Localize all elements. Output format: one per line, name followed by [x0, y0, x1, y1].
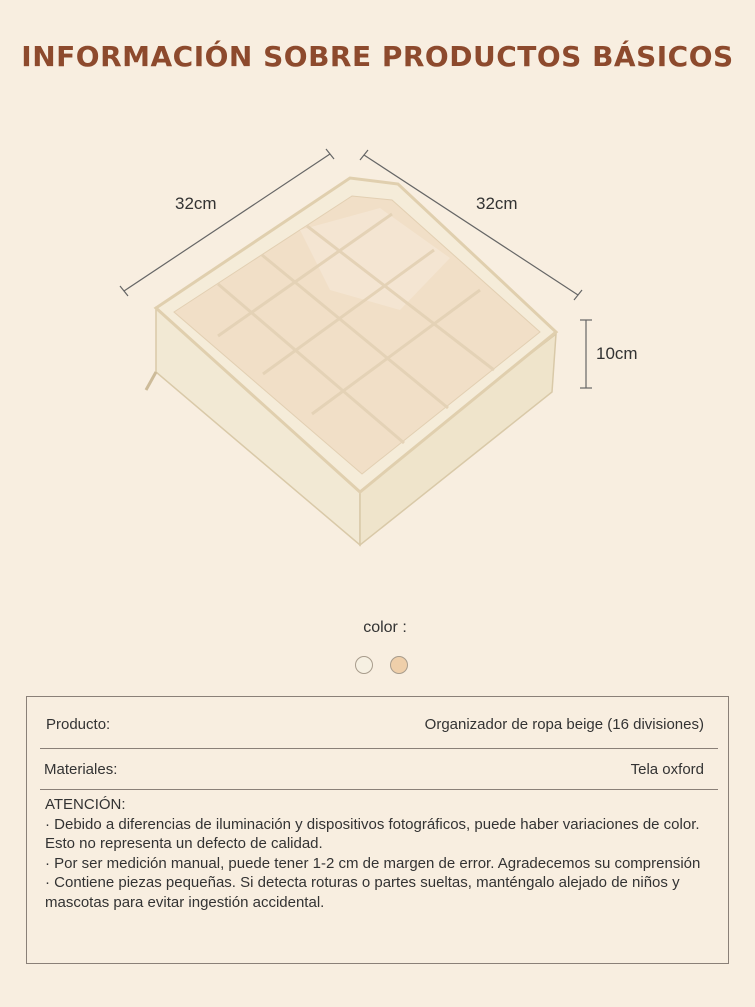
notice-line: · Por ser medición manual, puede tener 1-2 cm de margen de error. Agradecemos su comprensión: [45, 854, 701, 872]
notice-line: · Debido a diferencias de iluminación y dispositivos fotográficos, puede haber variaciones de color. Esto no representa un defecto de calidad.: [45, 815, 700, 852]
materials-row: [40, 761, 718, 778]
color-swatch-cream[interactable]: [355, 656, 373, 674]
product-info-table: [26, 696, 729, 964]
product-value: Organizador de ropa beige (16 divisiones): [424, 716, 704, 733]
notice-line: · Contiene piezas pequeñas. Si detecta roturas o partes sueltas, manténgalo alejado de niños y mascotas para evitar ingestión accidental.: [45, 874, 680, 911]
color-swatch-beige[interactable]: [390, 656, 408, 674]
height-dimension-label: 10cm: [596, 344, 638, 363]
attention-heading: ATENCIÓN:: [45, 796, 126, 813]
organizer-box: [146, 178, 556, 545]
attention-notes: [45, 795, 725, 912]
product-label: Producto:: [46, 716, 111, 733]
materials-value: Tela oxford: [630, 761, 704, 778]
page-title: INFORMACIÓN SOBRE PRODUCTOS BÁSICOS: [21, 40, 734, 73]
materials-label: Materiales:: [44, 761, 118, 778]
row-divider: [40, 748, 718, 749]
width-dimension-label: 32cm: [175, 194, 217, 213]
color-label: color :: [363, 619, 407, 636]
depth-dimension-label: 32cm: [476, 194, 518, 213]
row-divider: [40, 789, 718, 790]
product-row: [40, 716, 718, 733]
